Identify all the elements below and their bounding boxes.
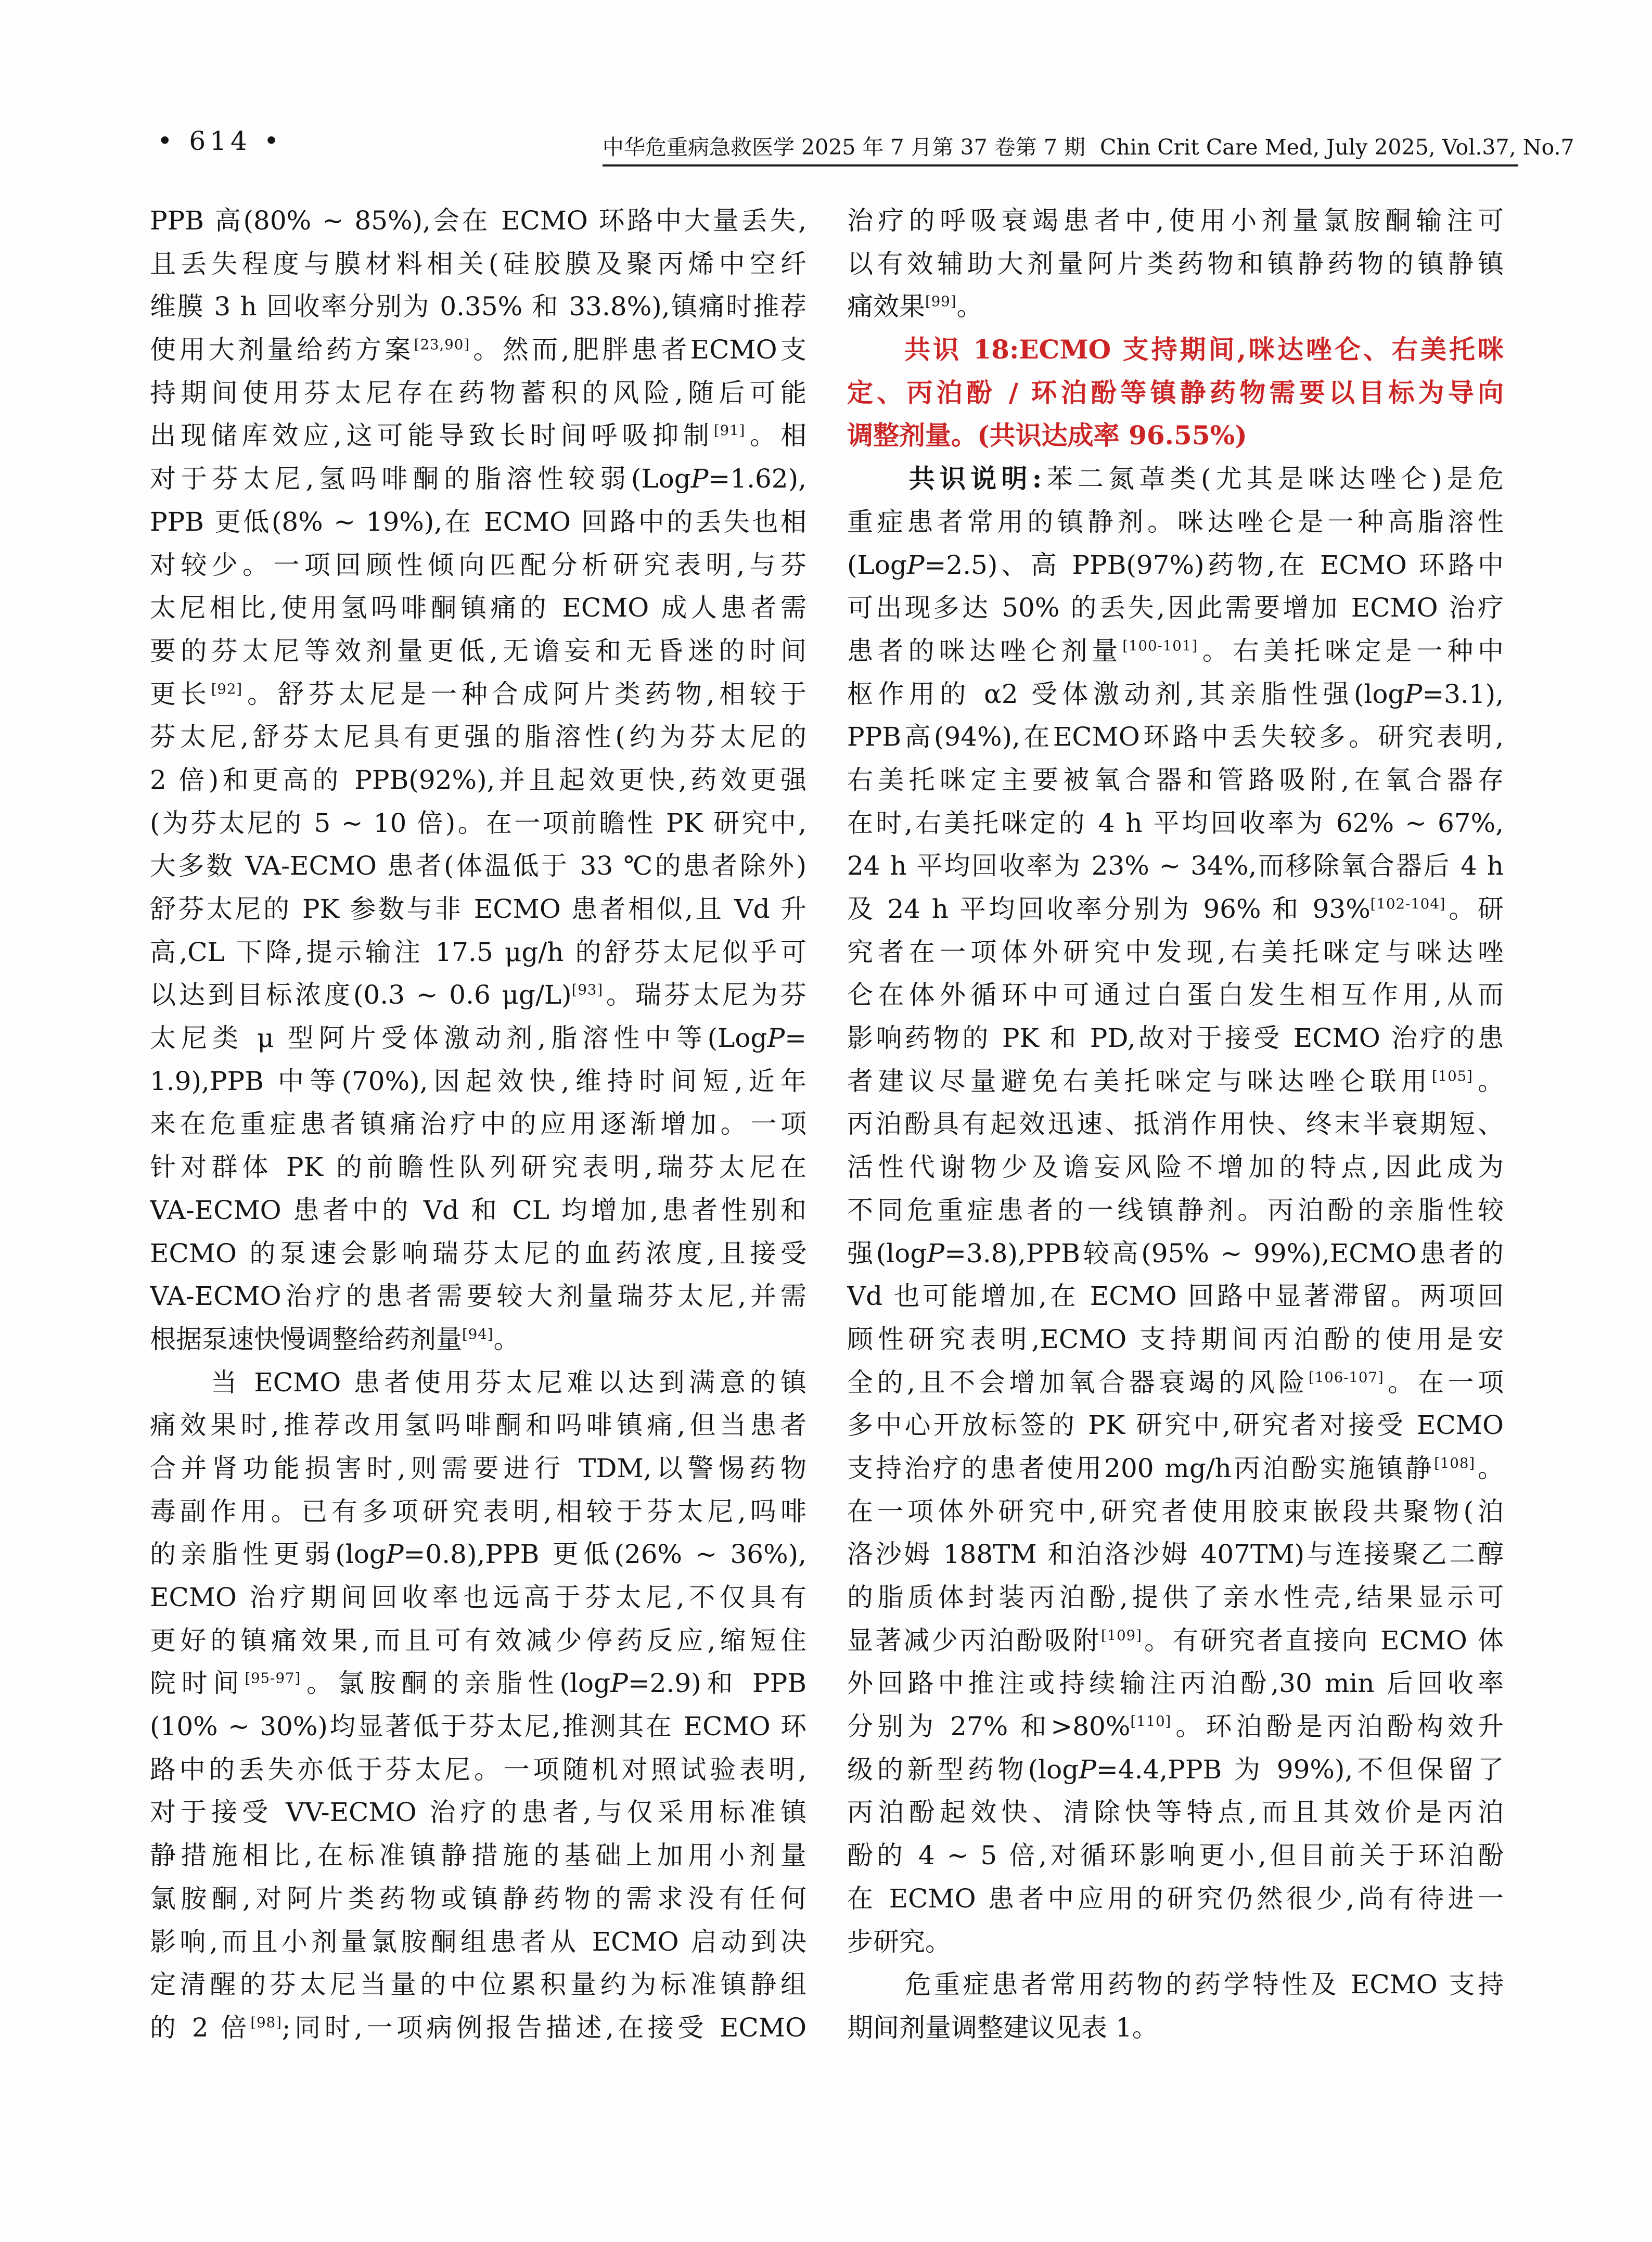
text-line: 静措施相比,在标准镇静措施的基础上加用小剂量 bbox=[150, 1840, 806, 1871]
text-line: ECMO 的泵速会影响瑞芬太尼的血药浓度,且接受 bbox=[150, 1238, 806, 1269]
text-line: 显著减少丙泊酚吸附[109]。有研究者直接向 ECMO 体 bbox=[847, 1625, 1504, 1656]
text-line: (LogP=2.5)、高 PPB(97%)药物,在 ECMO 环路中 bbox=[847, 549, 1504, 580]
text-line: 来在危重症患者镇痛治疗中的应用逐渐增加。一项 bbox=[150, 1109, 806, 1139]
text-line: 要的芬太尼等效剂量更低,无谵妄和无昏迷的时间 bbox=[150, 635, 806, 666]
text-line: 外回路中推注或持续输注丙泊酚,30 min 后回收率 bbox=[847, 1668, 1504, 1699]
text-line: 对于芬太尼,氢吗啡酮的脂溶性较弱(LogP=1.62), bbox=[150, 464, 806, 494]
text-line: 以有效辅助大剂量阿片类药物和镇静药物的镇静镇 bbox=[847, 248, 1504, 279]
text-line: 可出现多达 50% 的丢失,因此需要增加 ECMO 治疗 bbox=[847, 593, 1504, 623]
text-line: 定清醒的芬太尼当量的中位累积量约为标准镇静组 bbox=[150, 1969, 806, 2000]
running-head bbox=[603, 130, 1574, 161]
text-line: 影响,而且小剂量氯胺酮组患者从 ECMO 启动到决 bbox=[150, 1926, 806, 1957]
text-line: 氯胺酮,对阿片类药物或镇静药物的需求没有任何 bbox=[150, 1883, 806, 1914]
text-line: 级的新型药物(logP=4.4,PPB 为 99%),不但保留了 bbox=[847, 1754, 1504, 1785]
text-line: 更好的镇痛效果,而且可有效减少停药反应,缩短住 bbox=[150, 1625, 806, 1656]
text-line: PPB 更低(8% ~ 19%),在 ECMO 回路中的丢失也相 bbox=[150, 506, 806, 537]
citation-ref: [98] bbox=[250, 2014, 282, 2031]
citation-ref: [95-97] bbox=[245, 1670, 301, 1687]
citation-ref: [109] bbox=[1100, 1627, 1142, 1644]
citation-ref: [110] bbox=[1130, 1713, 1172, 1730]
text-line: 期间剂量调整建议见表 1。 bbox=[847, 2012, 1158, 2043]
text-line: 1.9),PPB 中等(70%),因起效快,维持时间短,近年 bbox=[150, 1066, 806, 1096]
consensus-statement-line: 共识 18:ECMO 支持期间,咪达唑仑、右美托咪 bbox=[847, 334, 1504, 365]
text-line: 使用大剂量给药方案[23,90]。然而,肥胖患者ECMO支 bbox=[150, 335, 806, 365]
text-line: (10% ~ 30%)均显著低于芬太尼,推测其在 ECMO 环 bbox=[150, 1711, 806, 1742]
text-line: 以达到目标浓度(0.3 ~ 0.6 μg/L)[93]。瑞芬太尼为芬 bbox=[150, 980, 806, 1010]
text-line: PPB 高(80% ~ 85%),会在 ECMO 环路中大量丢失, bbox=[150, 206, 806, 236]
citation-ref: [108] bbox=[1434, 1455, 1476, 1472]
citation-ref: [105] bbox=[1431, 1068, 1473, 1085]
text-line: 酚的 4 ~ 5 倍,对循环影响更小,但目前关于环泊酚 bbox=[847, 1840, 1504, 1871]
text-line: 丙泊酚起效快、清除快等特点,而且其效价是丙泊 bbox=[847, 1797, 1504, 1828]
text-line: 究者在一项体外研究中发现,右美托咪定与咪达唑 bbox=[847, 937, 1504, 967]
text-line: 的 2 倍[98];同时,一项病例报告描述,在接受 ECMO bbox=[150, 2012, 806, 2043]
text-line: 的脂质体封装丙泊酚,提供了亲水性壳,结果显示可 bbox=[847, 1582, 1504, 1612]
citation-ref: [100-101] bbox=[1122, 637, 1198, 655]
text-line: 24 h 平均回收率为 23% ~ 34%,而移除氧合器后 4 h bbox=[847, 851, 1504, 881]
page-number: • 614 • bbox=[157, 126, 284, 156]
text-line: 高,CL 下降,提示输注 17.5 μg/h 的舒芬太尼似乎可 bbox=[150, 937, 806, 967]
text-line: 步研究。 bbox=[847, 1926, 951, 1957]
text-line: 毒副作用。已有多项研究表明,相较于芬太尼,吗啡 bbox=[150, 1496, 806, 1527]
running-head-chinese: 中华危重病急救医学 2025 年 7 月第 37 卷第 7 期 bbox=[603, 135, 1085, 160]
text-line: PPB高(94%),在ECMO环路中丢失较多。研究表明, bbox=[847, 722, 1504, 752]
text-line: 大多数 VA-ECMO 患者(体温低于 33 ℃的患者除外) bbox=[150, 851, 806, 881]
text-line: 重症患者常用的镇静剂。咪达唑仑是一种高脂溶性 bbox=[847, 506, 1504, 537]
text-line: 强(logP=3.8),PPB较高(95% ~ 99%),ECMO患者的 bbox=[847, 1238, 1504, 1269]
citation-ref: [92] bbox=[211, 680, 243, 697]
text-line: 枢作用的 α2 受体激动剂,其亲脂性强(logP=3.1), bbox=[847, 678, 1504, 709]
text-line: 在时,右美托咪定的 4 h 平均回收率为 62% ~ 67%, bbox=[847, 808, 1504, 838]
citation-ref: [99] bbox=[925, 293, 957, 310]
text-line: 舒芬太尼的 PK 参数与非 ECMO 患者相似,且 Vd 升 bbox=[150, 894, 806, 924]
text-line: 仑在体外循环中可通过白蛋白发生相互作用,从而 bbox=[847, 980, 1504, 1010]
text-line: 治疗的呼吸衰竭患者中,使用小剂量氯胺酮输注可 bbox=[847, 206, 1504, 236]
text-line: ECMO 治疗期间回收率也远高于芬太尼,不仅具有 bbox=[150, 1582, 806, 1612]
text-line: 分别为 27% 和>80%[110]。环泊酚是丙泊酚构效升 bbox=[847, 1711, 1504, 1742]
text-line: 患者的咪达唑仑剂量[100-101]。右美托咪定是一种中 bbox=[847, 635, 1504, 666]
text-line: 对较少。一项回顾性倾向匹配分析研究表明,与芬 bbox=[150, 549, 806, 580]
text-line: 合并肾功能损害时,则需要进行 TDM,以警惕药物 bbox=[150, 1453, 806, 1483]
text-line: 痛效果时,推荐改用氢吗啡酮和吗啡镇痛,但当患者 bbox=[150, 1410, 806, 1441]
text-line: 多中心开放标签的 PK 研究中,研究者对接受 ECMO bbox=[847, 1410, 1504, 1441]
text-line: VA-ECMO治疗的患者需要较大剂量瑞芬太尼,并需 bbox=[150, 1281, 806, 1312]
text-line: 出现储库效应,这可能导致长时间呼吸抑制[91]。相 bbox=[150, 420, 806, 451]
text-line: 更长[92]。舒芬太尼是一种合成阿片类药物,相较于 bbox=[150, 678, 806, 709]
text-line: 太尼类 μ 型阿片受体激动剂,脂溶性中等(LogP= bbox=[150, 1023, 806, 1054]
citation-ref: [94] bbox=[462, 1326, 494, 1343]
text-line: 持期间使用芬太尼存在药物蓄积的风险,随后可能 bbox=[150, 377, 806, 408]
text-line: 影响药物的 PK 和 PD,故对于接受 ECMO 治疗的患 bbox=[847, 1023, 1504, 1054]
text-line: 当 ECMO 患者使用芬太尼难以达到满意的镇 bbox=[150, 1367, 806, 1398]
text-line: 在一项体外研究中,研究者使用胶束嵌段共聚物(泊 bbox=[847, 1496, 1504, 1527]
right-column bbox=[847, 199, 1504, 2049]
text-line: 对于接受 VV-ECMO 治疗的患者,与仅采用标准镇 bbox=[150, 1797, 806, 1828]
citation-ref: [23,90] bbox=[414, 336, 470, 353]
text-line: 危重症患者常用药物的药学特性及 ECMO 支持 bbox=[847, 1969, 1504, 2000]
text-line: 太尼相比,使用氢吗啡酮镇痛的 ECMO 成人患者需 bbox=[150, 593, 806, 623]
text-line: 支持治疗的患者使用200 mg/h丙泊酚实施镇静[108]。 bbox=[847, 1453, 1504, 1483]
text-line: 根据泵速快慢调整给药剂量[94]。 bbox=[150, 1324, 520, 1354]
text-line: 2 倍)和更高的 PPB(92%),并且起效更快,药效更强 bbox=[150, 764, 806, 795]
consensus-statement-line: 定、丙泊酚 / 环泊酚等镇静药物需要以目标为导向 bbox=[847, 377, 1504, 408]
citation-ref: [106-107] bbox=[1308, 1368, 1384, 1386]
text-line: 院时间[95-97]。氯胺酮的亲脂性(logP=2.9)和 PPB bbox=[150, 1668, 806, 1699]
text-line: 丙泊酚具有起效迅速、抵消作用快、终末半衰期短、 bbox=[847, 1109, 1504, 1139]
header-rule bbox=[603, 164, 1518, 166]
bold-lead-in: 共识说明: bbox=[847, 463, 1042, 494]
text-line: (为芬太尼的 5 ~ 10 倍)。在一项前瞻性 PK 研究中, bbox=[150, 808, 806, 838]
text-line: 活性代谢物少及谵妄风险不增加的特点,因此成为 bbox=[847, 1152, 1504, 1183]
text-line: 且丢失程度与膜材料相关(硅胶膜及聚丙烯中空纤 bbox=[150, 248, 806, 279]
text-line: VA-ECMO 患者中的 Vd 和 CL 均增加,患者性别和 bbox=[150, 1195, 806, 1225]
running-head-english: Chin Crit Care Med, July 2025, Vol.37, No.7 bbox=[1099, 135, 1574, 160]
left-column bbox=[150, 199, 806, 2049]
text-line: 不同危重症患者的一线镇静剂。丙泊酚的亲脂性较 bbox=[847, 1195, 1504, 1225]
citation-ref: [93] bbox=[571, 981, 604, 998]
text-line: 及 24 h 平均回收率分别为 96% 和 93%[102-104]。研 bbox=[847, 894, 1504, 924]
text-line: 全的,且不会增加氧合器衰竭的风险[106-107]。在一项 bbox=[847, 1367, 1504, 1398]
text-line: 在 ECMO 患者中应用的研究仍然很少,尚有待进一 bbox=[847, 1883, 1504, 1914]
text-line: 者建议尽量避免右美托咪定与咪达唑仑联用[105]。 bbox=[847, 1066, 1504, 1096]
citation-ref: [91] bbox=[713, 422, 746, 439]
text-line: 路中的丢失亦低于芬太尼。一项随机对照试验表明, bbox=[150, 1754, 806, 1785]
text-line: 共识说明:苯二氮䓬类(尤其是咪达唑仑)是危 bbox=[847, 463, 1504, 494]
text-line: 芬太尼,舒芬太尼具有更强的脂溶性(约为芬太尼的 bbox=[150, 722, 806, 752]
text-line: 痛效果[99]。 bbox=[847, 291, 983, 322]
text-line: 维膜 3 h 回收率分别为 0.35% 和 33.8%),镇痛时推荐 bbox=[150, 291, 806, 322]
text-line: 洛沙姆 188TM 和泊洛沙姆 407TM)与连接聚乙二醇 bbox=[847, 1539, 1504, 1570]
text-line: 的亲脂性更弱(logP=0.8),PPB 更低(26% ~ 36%), bbox=[150, 1539, 806, 1570]
text-line: Vd 也可能增加,在 ECMO 回路中显著滞留。两项回 bbox=[847, 1281, 1504, 1312]
consensus-statement-line: 调整剂量。(共识达成率 96.55%) bbox=[847, 420, 1247, 451]
text-line: 顾性研究表明,ECMO 支持期间丙泊酚的使用是安 bbox=[847, 1324, 1504, 1354]
citation-ref: [102-104] bbox=[1370, 895, 1446, 913]
text-line: 右美托咪定主要被氧合器和管路吸附,在氧合器存 bbox=[847, 764, 1504, 795]
text-line: 针对群体 PK 的前瞻性队列研究表明,瑞芬太尼在 bbox=[150, 1152, 806, 1183]
